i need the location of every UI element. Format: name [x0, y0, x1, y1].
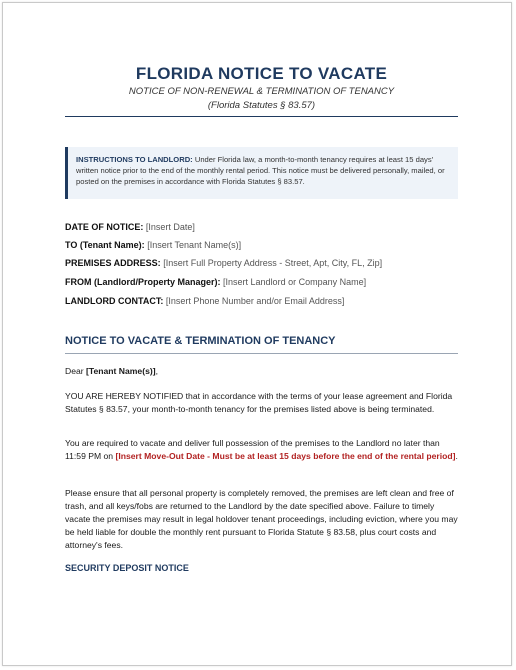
document-title: FLORIDA NOTICE TO VACATE	[135, 64, 388, 83]
salutation-prefix: Dear	[65, 366, 87, 376]
field-value: [Insert Full Property Address - Street, Apt, City, FL, Zip]	[163, 258, 383, 268]
field-label: LANDLORD CONTACT:	[65, 296, 164, 306]
field-date-of-notice	[65, 222, 195, 232]
move-out-date-placeholder: [Insert Move-Out Date - Must be at least 15 days before the end of the rental period]	[115, 451, 456, 461]
instructions-lead: INSTRUCTIONS TO LANDLORD:	[76, 155, 193, 164]
salutation	[65, 365, 458, 378]
field-label: PREMISES ADDRESS:	[65, 258, 161, 268]
section-divider	[65, 353, 458, 354]
field-label: DATE OF NOTICE:	[65, 222, 144, 232]
field-value: [Insert Landlord or Company Name]	[223, 277, 367, 287]
document-subtitle: NOTICE OF NON-RENEWAL & TERMINATION OF TENANCY	[128, 86, 395, 97]
field-value: [Insert Tenant Name(s)]	[147, 240, 242, 250]
salutation-name: [Tenant Name(s)]	[86, 366, 156, 376]
notice-paragraph-3: Please ensure that all personal property is completely removed, the premises are left clean and free of trash, and all keys/fobs are returned to the Landlord by the date specified above. Failure to timely vacate the premises may result in legal holdover tenant proceedings, including eviction, where you may be held liable for double the monthly rent pursuant to Florida Statute § 83.58, plus court costs and attorney's fees.	[65, 488, 458, 550]
instructions-text: Under Florida law, a month-to-month tenancy requires at least 15 days' written notice prior to the end of the monthly rental period. This notice must be delivered personally, mailed, or posted on the premises in accordance with Florida Statutes § 83.57.	[76, 155, 445, 186]
field-tenant-name	[65, 240, 241, 250]
paragraph-2-end: .	[455, 451, 458, 461]
notice-paragraph-1: YOU ARE HEREBY NOTIFIED that in accordance with the terms of your lease agreement and Florida Statutes § 83.57, your month-to-month tenancy for the premises listed above is being terminated.	[65, 391, 453, 414]
security-deposit-heading: SECURITY DEPOSIT NOTICE	[65, 563, 189, 573]
notice-paragraph-2	[65, 437, 458, 463]
title-divider	[65, 116, 458, 117]
field-value: [Insert Phone Number and/or Email Address]	[165, 296, 345, 306]
field-value: [Insert Date]	[145, 222, 195, 232]
notice-heading: NOTICE TO VACATE & TERMINATION OF TENANCY	[65, 335, 336, 347]
field-landlord	[65, 277, 366, 287]
document-page	[2, 2, 512, 666]
field-landlord-contact	[65, 296, 344, 306]
field-label: FROM (Landlord/Property Manager):	[65, 277, 221, 287]
instructions-callout	[65, 147, 458, 199]
field-premises-address	[65, 258, 382, 268]
statute-reference: (Florida Statutes § 83.57)	[207, 100, 316, 111]
paragraph-2-text: You are required to vacate and deliver full possession of the premises to the Landlord no later than 11:59 PM on	[65, 438, 440, 461]
salutation-suffix: ,	[155, 366, 158, 376]
field-label: TO (Tenant Name):	[65, 240, 145, 250]
